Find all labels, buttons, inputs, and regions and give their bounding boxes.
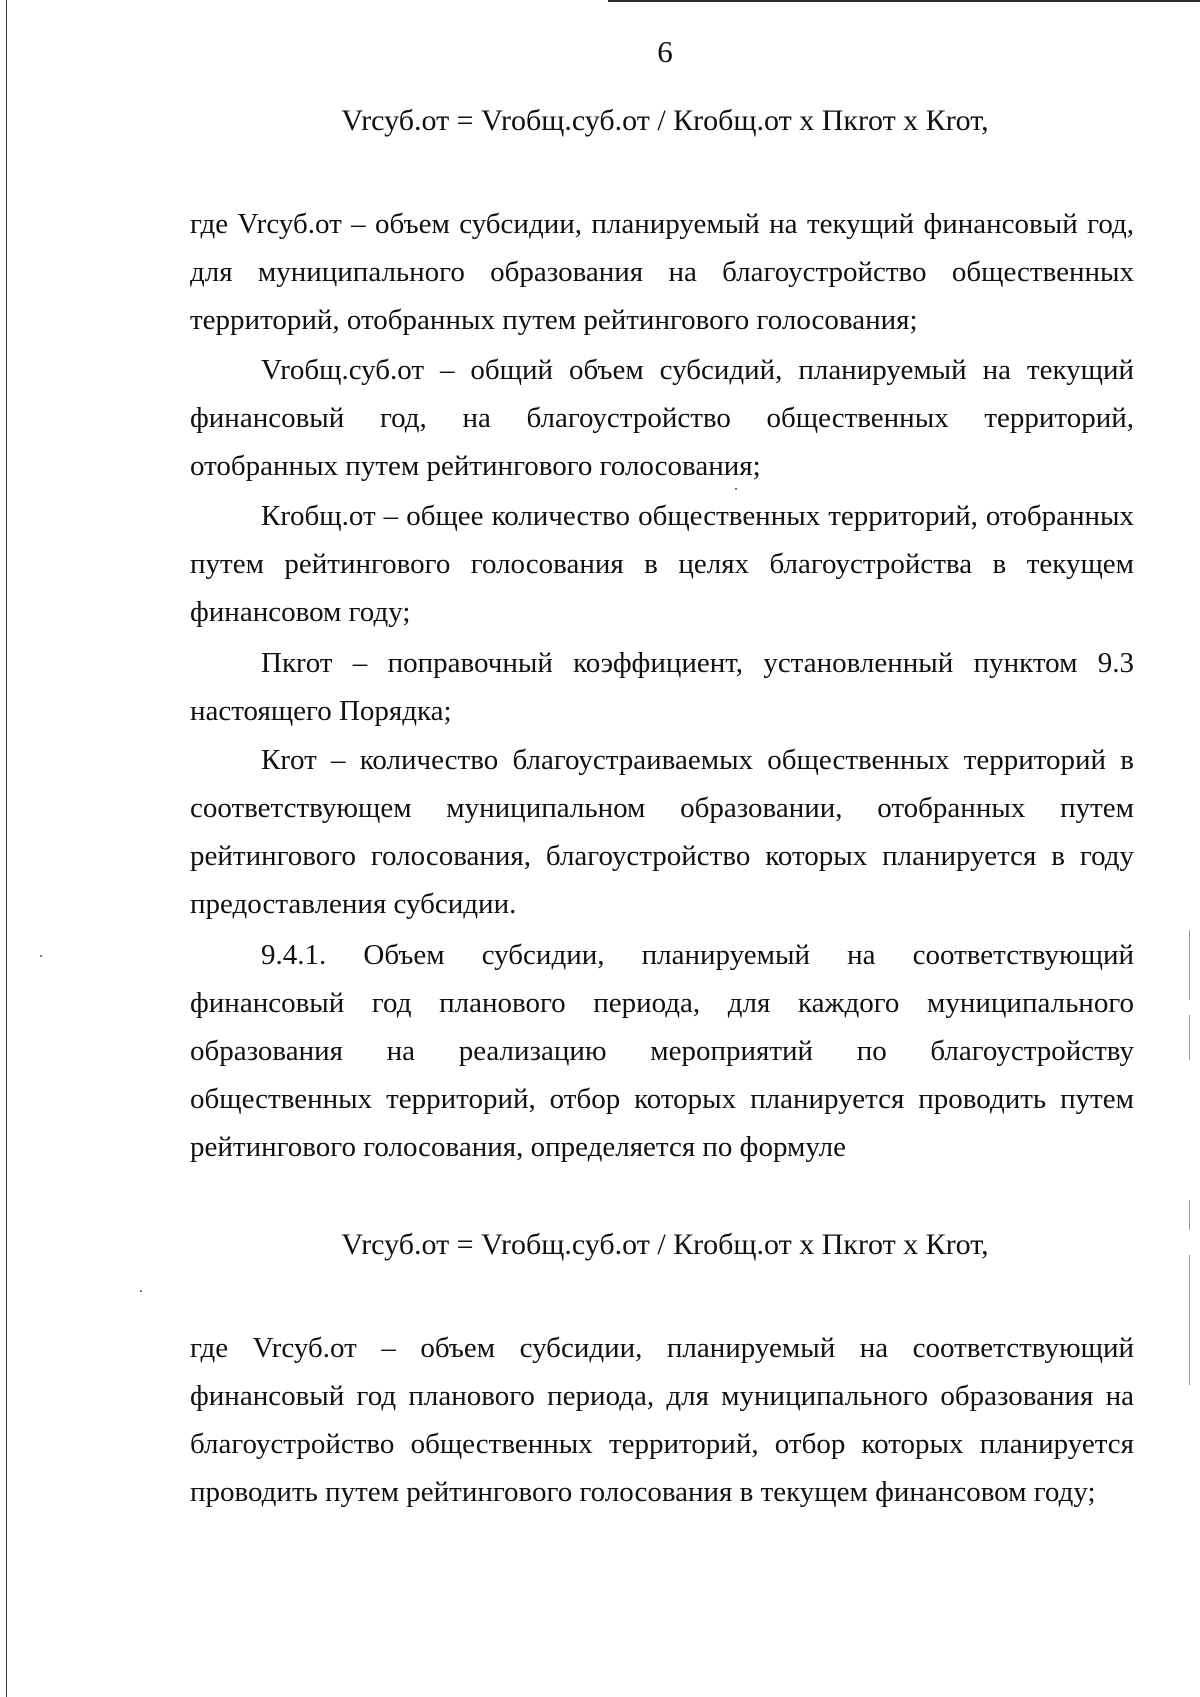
scan-dot xyxy=(140,1290,142,1292)
paragraph: где Vrсуб.от – объем субсидии, планируемый на текущий финансовый год, для муниципального образования на благоустройство общественных территорий, отобранных путем рейтингового голосования; xyxy=(190,208,1134,336)
scan-left-edge xyxy=(6,0,7,1697)
scan-right-mark xyxy=(1189,1255,1190,1385)
paragraph: Vrобщ.суб.от – общий объем субсидий, планируемый на текущий финансовый год, на благоустройство общественных территорий, отобранных путем рейтингового голосования; xyxy=(190,354,1134,482)
formula: Vrсуб.от = Vrобщ.суб.от / Кrобщ.от х Пкrот х Кrот, xyxy=(341,104,989,137)
scan-right-mark xyxy=(1189,1015,1190,1060)
scan-right-mark xyxy=(1189,930,1190,1000)
paragraph: 9.4.1. Объем субсидии, планируемый на соответствующий финансовый год планового периода, для каждого муниципального образования на реализацию мероприятий по благоустройству общественных территорий, отбор которых планируется проводить путем рейтингового голосования, определяется по формуле xyxy=(190,939,1134,1163)
formula: Vrсуб.от = Vrобщ.суб.от / Кrобщ.от х Пкrот х Кrот, xyxy=(341,1228,989,1261)
paragraph: Пкrот – поправочный коэффициент, установленный пунктом 9.3 настоящего Порядка; xyxy=(190,647,1134,727)
scan-right-mark xyxy=(1189,1200,1190,1230)
paragraph: где Vrсуб.от – объем субсидии, планируемый на соответствующий финансовый год планового периода, для муниципального образования на благоустройство общественных территорий, отбор которых планируется проводить путем рейтингового голосования в текущем финансовом году; xyxy=(190,1332,1134,1508)
scan-top-edge xyxy=(608,0,1200,2)
scan-dot xyxy=(40,955,42,957)
paragraph: Кrот – количество благоустраиваемых общественных территорий в соответствующем муниципальном образовании, отобранных путем рейтингового голосования, благоустройство которых планируется в году предоставления субсидии. xyxy=(190,744,1134,920)
page-number: 6 xyxy=(657,34,673,69)
paragraph: Кrобщ.от – общее количество общественных территорий, отобранных путем рейтингового голосования в целях благоустройства в текущем финансовом году; xyxy=(190,500,1134,628)
